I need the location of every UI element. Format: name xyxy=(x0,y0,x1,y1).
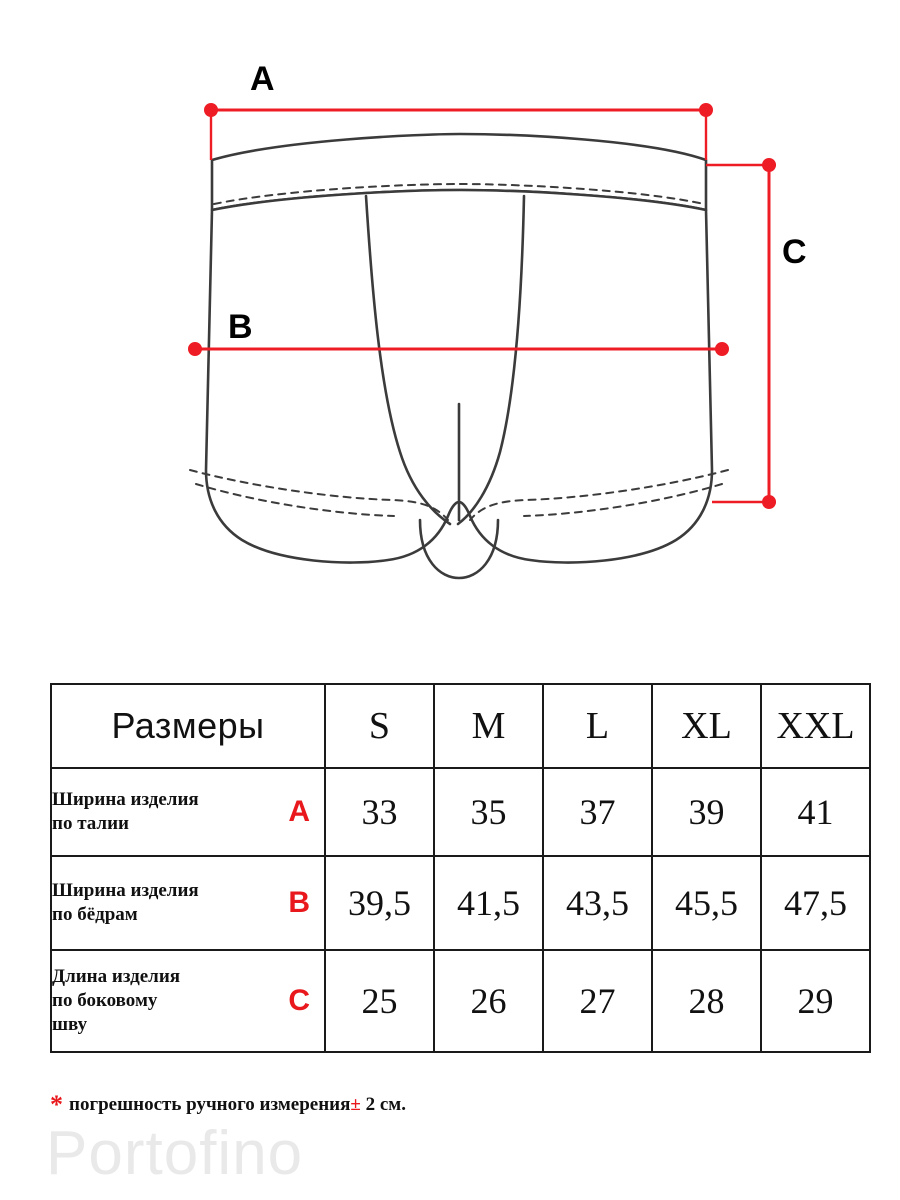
row-label-line-3: шву xyxy=(52,1014,88,1036)
row-label-side-seam-length xyxy=(51,950,325,1052)
boxer-briefs-illustration xyxy=(206,134,712,578)
table-row xyxy=(51,768,870,856)
row-letter-b: B xyxy=(288,885,310,919)
row-label-line-1: Ширина изделия xyxy=(52,788,199,810)
cell-length-s: 25 xyxy=(325,950,434,1052)
size-header-xl: XL xyxy=(652,684,761,768)
row-label-line-2: по боковому xyxy=(52,989,158,1011)
size-table xyxy=(50,683,871,1053)
table-header-row xyxy=(51,684,870,768)
row-label-line-1: Ширина изделия xyxy=(52,879,199,901)
cell-waist-m: 35 xyxy=(434,768,543,856)
size-header-l: L xyxy=(543,684,652,768)
cell-hip-l: 43,5 xyxy=(543,856,652,950)
row-label-line-2: по бёдрам xyxy=(52,904,138,925)
table-row xyxy=(51,950,870,1052)
size-header-s: S xyxy=(325,684,434,768)
size-header-xxl: XXL xyxy=(761,684,870,768)
cell-length-m: 26 xyxy=(434,950,543,1052)
table-row xyxy=(51,856,870,950)
cell-length-xxl: 29 xyxy=(761,950,870,1052)
footnote-text-after: 2 см. xyxy=(365,1094,406,1115)
cell-waist-xl: 39 xyxy=(652,768,761,856)
brand-watermark: Portofino xyxy=(46,1119,304,1188)
size-header-m: M xyxy=(434,684,543,768)
row-label-hip-width xyxy=(51,856,325,950)
cell-waist-xxl: 41 xyxy=(761,768,870,856)
measurement-tolerance-note xyxy=(50,1090,870,1120)
table-title: Размеры xyxy=(51,684,325,768)
dimension-label-b: B xyxy=(228,308,253,346)
footnote-text-before: погрешность ручного измерения xyxy=(69,1094,351,1115)
row-label-waist-width xyxy=(51,768,325,856)
cell-hip-xxl: 47,5 xyxy=(761,856,870,950)
row-letter-c: C xyxy=(288,983,310,1017)
row-letter-a: A xyxy=(288,794,310,828)
dimension-label-c: C xyxy=(782,233,807,271)
cell-waist-s: 33 xyxy=(325,768,434,856)
cell-waist-l: 37 xyxy=(543,768,652,856)
cell-length-l: 27 xyxy=(543,950,652,1052)
cell-hip-xl: 45,5 xyxy=(652,856,761,950)
cell-hip-s: 39,5 xyxy=(325,856,434,950)
cell-length-xl: 28 xyxy=(652,950,761,1052)
row-label-line-1: Длина изделия xyxy=(52,965,181,987)
dimension-label-a: A xyxy=(250,60,275,98)
row-label-line-2: по талии xyxy=(52,813,129,834)
cell-hip-m: 41,5 xyxy=(434,856,543,950)
plus-minus-icon: ± xyxy=(350,1094,361,1115)
asterisk-icon: * xyxy=(50,1090,63,1119)
